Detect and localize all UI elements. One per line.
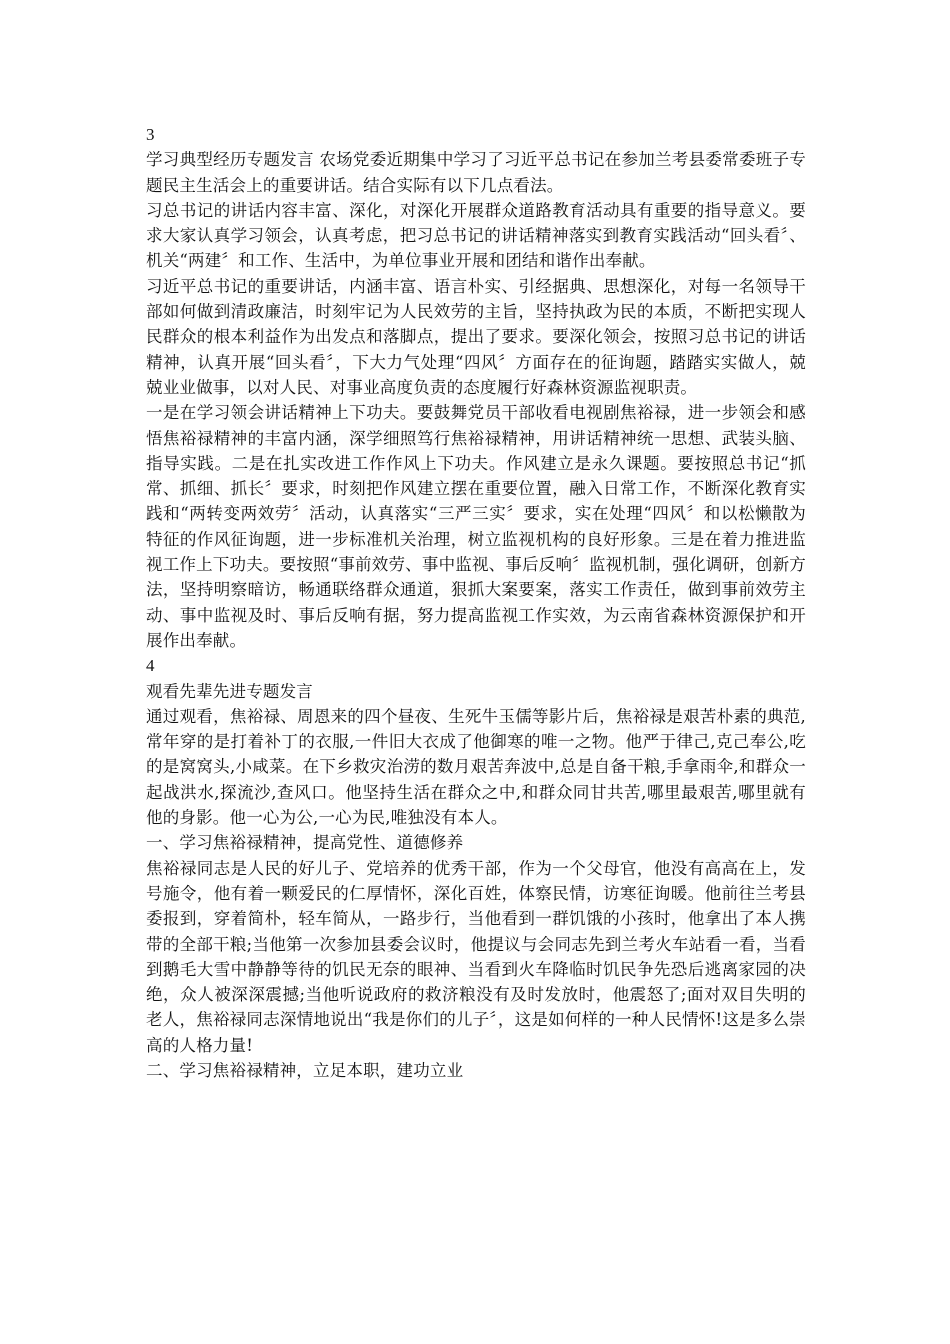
paragraph: 习总书记的讲话内容丰富、深化，对深化开展群众道路教育活动具有重要的指导意义。要求大家认真学习领会，认真考虑，把习总书记的讲话精神落实到教育实践活动“回头看〞、机关“两建〞和工作、生活中，为单位事业开展和团结和谐作出奉献。 — [146, 200, 806, 271]
section-number: 4 — [146, 656, 155, 676]
subheading: 二、学习焦裕禄精神，立足本职，建功立业 — [146, 1060, 464, 1080]
document-page — [146, 122, 806, 1083]
paragraph: 学习典型经历专题发言 农场党委近期集中学习了习近平总书记在参加兰考县委常委班子专题民主生活会上的重要讲话。结合实际有以下几点看法。 — [146, 150, 806, 195]
paragraph: 一是在学习领会讲话精神上下功夫。要鼓舞党员干部收看电视剧焦裕禄，进一步领会和感悟焦裕禄精神的丰富内涵，深学细照笃行焦裕禄精神，用讲话精神统一思想、武装头脑、指导实践。二是在扎实改进工作作风上下功夫。作风建立是永久课题。要按照总书记“抓常、抓细、抓长〞要求，时刻把作风建立摆在重要位置，融入日常工作，不断深化教育实践和“两转变两效劳〞活动，认真落实“三严三实〞要求，实在处理“四风〞和以松懒散为特征的作风征询题，进一步标准机关治理，树立监视机构的良好形象。三是在着力推进监视工作上下功夫。要按照“事前效劳、事中监视、事后反响〞监视机制，强化调研，创新方法，坚持明察暗访，畅通联络群众通道，狠抓大案要案，落实工作责任，做到事前效劳主动、事中监视及时、事后反响有据，努力提高监视工作实效，为云南省森林资源保护和开展作出奉献。 — [146, 403, 806, 650]
paragraph: 焦裕禄同志是人民的好儿子、党培养的优秀干部，作为一个父母官，他没有高高在上，发号施令，他有着一颗爱民的仁厚情怀，深化百姓，体察民情，访寒征询暖。他前往兰考县委报到，穿着简朴，轻车简从，一路步行，当他看到一群饥饿的小孩时，他拿出了本人携带的全部干粮;当他第一次参加县委会议时，他提议与会同志先到兰考火车站看一看，当看到鹅毛大雪中静静等待的饥民无奈的眼神、当看到火车降临时饥民争先恐后逃离家园的决绝，众人被深深震撼;当他听说政府的救济粮没有及时发放时，他震怒了;面对双目失明的老人，焦裕禄同志深情地说出“我是你们的儿子〞，这是如何样的一种人民情怀!这是多么崇高的人格力量! — [146, 858, 806, 1055]
section-title: 观看先辈先进专题发言 — [146, 681, 313, 701]
section-number: 3 — [146, 125, 155, 144]
paragraph: 习近平总书记的重要讲话，内涵丰富、语言朴实、引经据典、思想深化，对每一名领导干部如何做到清政廉洁，时刻牢记为人民效劳的主旨，坚持执政为民的本质，不断把实现人民群众的根本利益作为出发点和落脚点，提出了要求。要深化领会，按照习总书记的讲话精神，认真开展“回头看〞，下大力气处理“四风〞方面存在的征询题，踏踏实实做人，兢兢业业做事，以对人民、对事业高度负责的态度履行好森林资源监视职责。 — [146, 276, 806, 397]
subheading: 一、学习焦裕禄精神，提高党性、道德修养 — [146, 833, 464, 853]
paragraph: 通过观看，焦裕禄、周恩来的四个昼夜、生死牛玉儒等影片后，焦裕禄是艰苦朴素的典范,常年穿的是打着补丁的衣服,一件旧大衣成了他御寒的唯一之物。他严于律己,克己奉公,吃的是窝窝头,小咸菜。在下乡救灾治涝的数月艰苦奔波中,总是自备干粮,手拿雨伞,和群众一起战洪水,探流沙,查风口。他坚持生活在群众之中,和群众同甘共苦,哪里最艰苦,哪里就有他的身影。他一心为公,一心为民,唯独没有本人。 — [146, 706, 806, 828]
